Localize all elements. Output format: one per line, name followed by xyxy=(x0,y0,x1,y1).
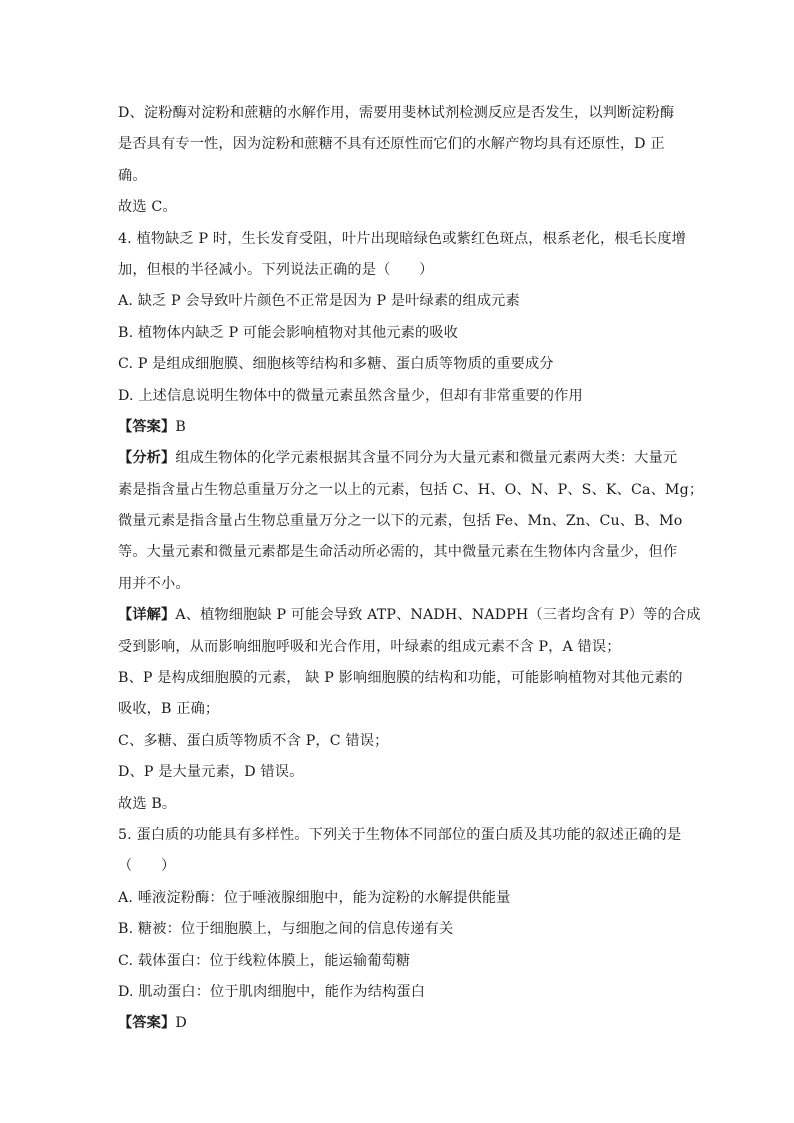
question-5-stem xyxy=(118,820,680,851)
option-a xyxy=(118,286,680,317)
line-text: 素是指含量占生物总重量万分之一以上的元素，包括 C、H、O、N、P、S、K、Ca、Mg； xyxy=(118,481,704,498)
line-text: 微量元素是指含量占生物总重量万分之一以下的元素，包括 Fe、Mn、Zn、Cu、B、Mo xyxy=(118,513,683,530)
text-line xyxy=(118,98,680,129)
option-b xyxy=(118,914,680,945)
text-line xyxy=(118,129,680,160)
text-line xyxy=(118,632,680,663)
detail-line xyxy=(118,600,701,631)
line-text: 4. 植物缺乏 P 时，生长发育受阻，叶片出现暗绿色或紫红色斑点，根系老化，根毛长度增 xyxy=(118,230,687,247)
analysis-line xyxy=(118,443,680,474)
answer-value: B xyxy=(175,418,186,435)
line-text: 等。大量元素和微量元素都是生命活动所必需的，其中微量元素在生物体内含量少，但作 xyxy=(118,544,678,561)
text-line xyxy=(118,851,680,882)
text-line xyxy=(118,757,680,788)
line-text: A、植物细胞缺 P 可能会导致 ATP、NADH、NADPH（三者均含有 P）等的合成 xyxy=(175,607,701,624)
line-text: 组成生物体的化学元素根据其含量不同分为大量元素和微量元素两大类：大量元 xyxy=(175,450,678,467)
option-c xyxy=(118,946,680,977)
line-text: 加，但根的半径减小。下列说法正确的是（ ） xyxy=(118,261,434,278)
option-c xyxy=(118,349,680,380)
line-text: B. 植物体内缺乏 P 可能会影响植物对其他元素的吸收 xyxy=(118,324,459,341)
line-text: 受到影响，从而影响细胞呼吸和光合作用，叶绿素的组成元素不含 P，A 错误； xyxy=(118,638,621,655)
line-text: D、P 是大量元素，D 错误。 xyxy=(118,764,304,781)
line-text: 故选 C。 xyxy=(118,199,177,216)
line-text: A. 唾液淀粉酶：位于唾液腺细胞中，能为淀粉的水解提供能量 xyxy=(118,889,511,906)
line-text: 用并不小。 xyxy=(118,575,190,592)
question-4-stem xyxy=(118,224,687,255)
text-line xyxy=(118,726,680,757)
line-text: 故选 B。 xyxy=(118,795,177,812)
answer-label: 【答案】 xyxy=(118,1015,176,1032)
option-a xyxy=(118,883,680,914)
option-d xyxy=(118,381,680,412)
text-line xyxy=(118,506,683,537)
line-text: 吸收，B 正确； xyxy=(118,701,220,718)
line-text: 是否具有专一性，因为淀粉和蔗糖不具有还原性而它们的水解产物均具有还原性，D 正 xyxy=(118,136,665,153)
line-text: C. P 是组成细胞膜、细胞核等结构和多糖、蛋白质等物质的重要成分 xyxy=(118,356,554,373)
line-text: 5. 蛋白质的功能具有多样性。下列关于生物体不同部位的蛋白质及其功能的叙述正确的是 xyxy=(118,826,682,843)
line-text: D. 上述信息说明生物体中的微量元素虽然含量少，但却有非常重要的作用 xyxy=(118,387,583,404)
text-line xyxy=(118,255,680,286)
text-line xyxy=(118,537,680,568)
option-d xyxy=(118,977,680,1008)
answer-line xyxy=(118,412,680,443)
text-line xyxy=(118,663,683,694)
line-text: C. 载体蛋白：位于线粒体膜上，能运输葡萄糖 xyxy=(118,952,411,969)
line-text: （ ） xyxy=(118,858,176,875)
line-text: D. 肌动蛋白：位于肌肉细胞中，能作为结构蛋白 xyxy=(118,983,426,1000)
document-page xyxy=(118,98,704,1040)
text-line xyxy=(118,475,704,506)
answer-value: D xyxy=(175,1015,187,1032)
detail-label: 【详解】 xyxy=(118,607,176,624)
line-text: 确。 xyxy=(118,167,147,184)
line-text: C、多糖、蛋白质等物质不含 P，C 错误； xyxy=(118,732,389,749)
option-b xyxy=(118,318,680,349)
text-line xyxy=(118,789,680,820)
text-line xyxy=(118,192,680,223)
answer-line xyxy=(118,1008,680,1039)
text-line xyxy=(118,569,680,600)
answer-label: 【答案】 xyxy=(118,418,176,435)
line-text: B. 糖被：位于细胞膜上，与细胞之间的信息传递有关 xyxy=(118,921,454,938)
line-text: D、淀粉酶对淀粉和蔗糖的水解作用，需要用斐林试剂检测反应是否发生，以判断淀粉酶 xyxy=(118,105,675,121)
text-line xyxy=(118,694,680,725)
line-text: A. 缺乏 P 会导致叶片颜色不正常是因为 P 是叶绿素的组成元素 xyxy=(118,293,520,310)
analysis-label: 【分析】 xyxy=(118,450,176,467)
text-line xyxy=(118,161,680,192)
line-text: B、P 是构成细胞膜的元素， 缺 P 影响细胞膜的结构和功能，可能影响植物对其他元素的 xyxy=(118,670,683,687)
